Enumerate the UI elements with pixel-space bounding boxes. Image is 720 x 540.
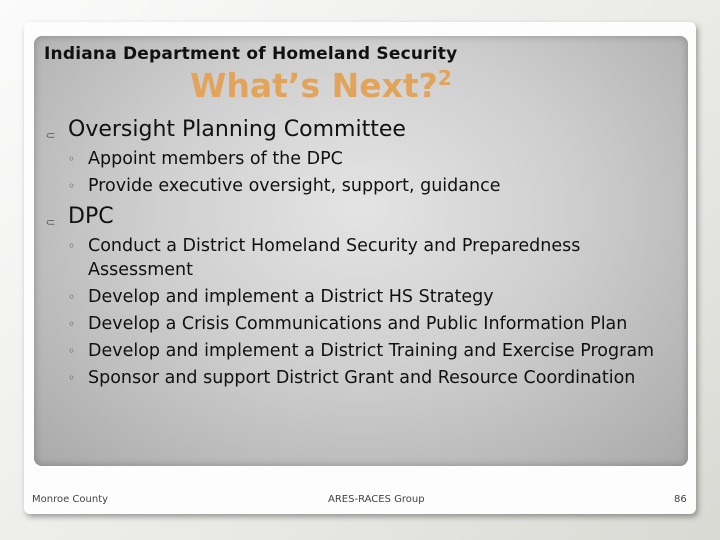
ring-bullet-icon: ◦ — [68, 317, 76, 331]
page-number: 86 — [674, 494, 687, 505]
ring-bullet-icon: ◦ — [68, 290, 76, 304]
sub-bullet — [44, 147, 684, 171]
bullet-text: Oversight Planning Committee — [68, 117, 406, 142]
sub-bullet-text: Provide executive oversight, support, guidance — [88, 176, 501, 196]
sub-bullet-text: Develop a Crisis Communications and Public Information Plan — [88, 314, 628, 334]
ring-bullet-icon: ◦ — [68, 371, 76, 385]
sub-bullet — [44, 339, 684, 363]
bullet-dpc — [44, 204, 684, 230]
ring-bullet-icon: ◦ — [68, 239, 76, 253]
ring-bullet-icon: ◦ — [68, 152, 76, 166]
bullet-oversight — [44, 117, 684, 143]
curved-bullet-icon: ⸦ — [44, 129, 58, 144]
sub-bullet-text: Appoint members of the DPC — [88, 149, 343, 169]
curved-bullet-icon: ⸦ — [44, 216, 58, 231]
slide-title — [190, 66, 452, 105]
ring-bullet-icon: ◦ — [68, 344, 76, 358]
slide-title-text: What’s Next? — [190, 66, 438, 105]
org-title: Indiana Department of Homeland Security — [44, 44, 458, 64]
footer-center: ARES-RACES Group — [328, 494, 425, 505]
title-superscript: 2 — [437, 66, 452, 90]
sub-bullet — [44, 234, 684, 282]
sub-bullet — [44, 174, 684, 198]
sub-bullet — [44, 366, 684, 390]
ring-bullet-icon: ◦ — [68, 179, 76, 193]
sub-bullet-text: Develop and implement a District Training and Exercise Program — [88, 341, 655, 361]
sub-bullet — [44, 285, 684, 309]
sub-bullet — [44, 312, 684, 336]
sub-list-oversight — [44, 147, 684, 198]
sub-bullet-text: Develop and implement a District HS Strategy — [88, 287, 494, 307]
sub-list-dpc — [44, 234, 684, 390]
bullet-text: DPC — [68, 204, 114, 229]
footer-left: Monroe County — [32, 494, 109, 505]
sub-bullet-text: Sponsor and support District Grant and Resource Coordination — [88, 368, 636, 388]
sub-bullet-text: Conduct a District Homeland Security and Preparedness Assessment — [88, 236, 581, 280]
bullet-list — [44, 117, 684, 396]
